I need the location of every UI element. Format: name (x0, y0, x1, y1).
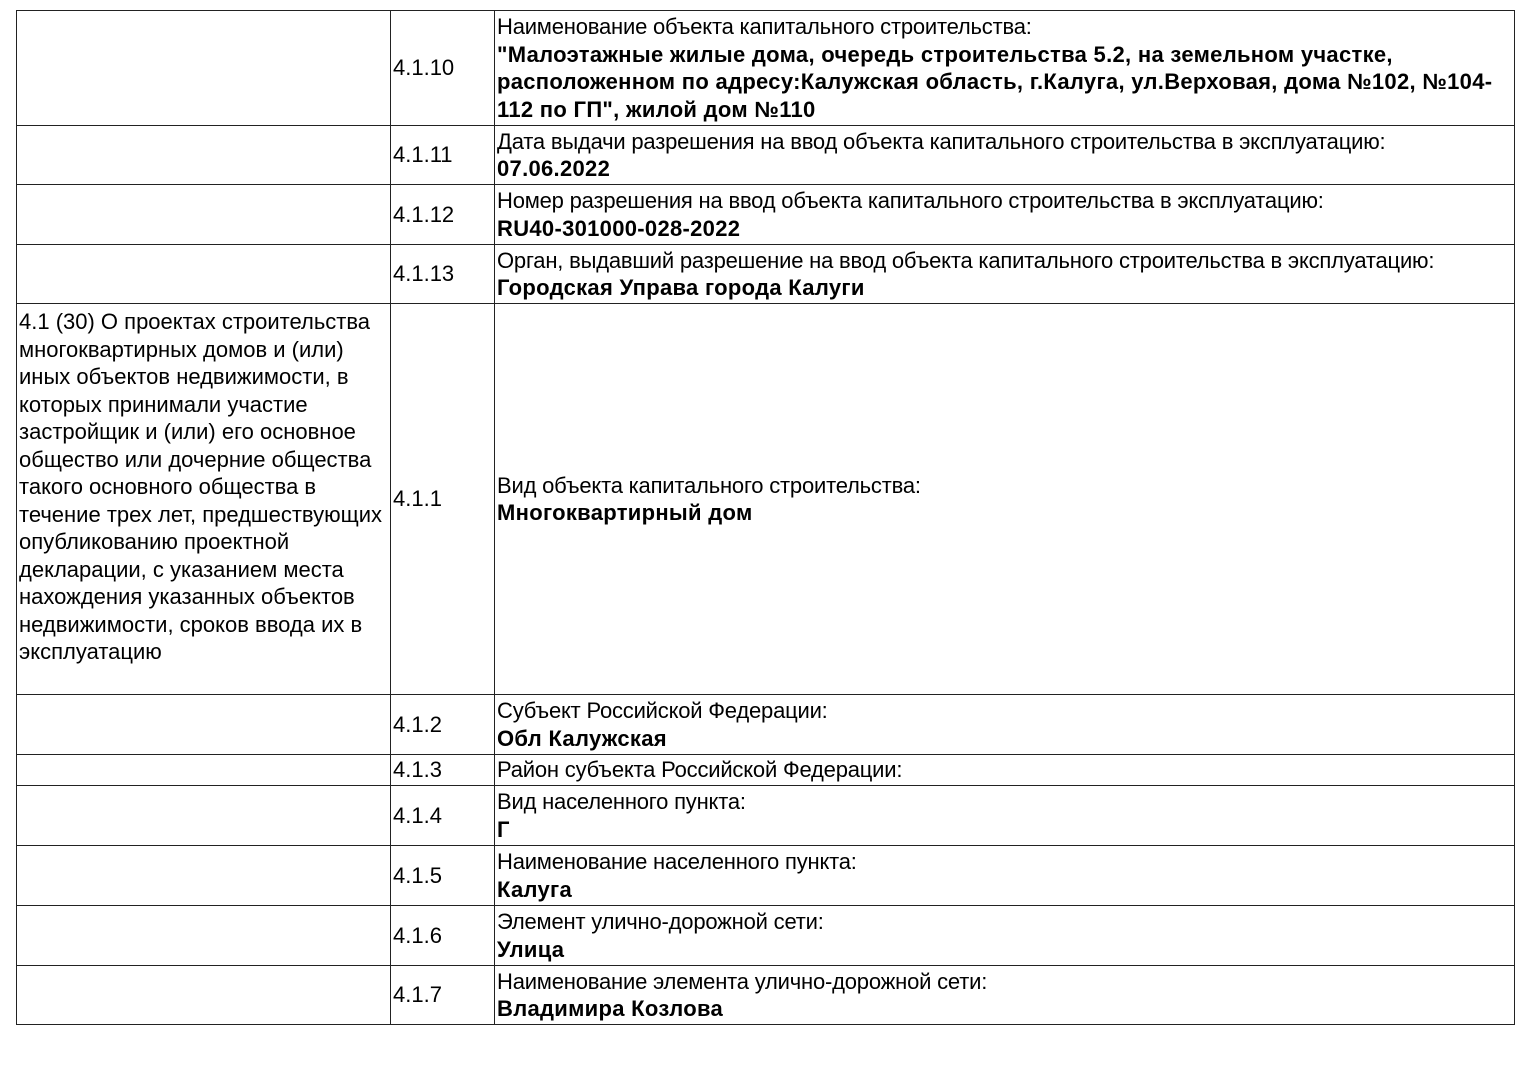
item-content (495, 185, 1515, 245)
item-content (495, 906, 1515, 966)
section-cell (17, 755, 391, 786)
item-label: Вид населенного пункта: (497, 789, 746, 814)
item-value: Владимира Козлова (497, 996, 724, 1021)
item-content (495, 126, 1515, 185)
item-label: Субъект Российской Федерации: (497, 698, 828, 723)
item-number: 4.1.3 (391, 755, 495, 786)
item-number: 4.1.13 (391, 245, 495, 304)
item-value: "Малоэтажные жилые дома, очередь строительства 5.2, на земельном участке, расположенном по адресу:Калужская область, г.Калуга, ул.Верховая, дома №102, №104-112 по ГП", жилой дом №110 (497, 41, 1493, 122)
item-value: Г (497, 816, 510, 842)
item-content (495, 11, 1515, 126)
item-number: 4.1.2 (391, 695, 495, 755)
table-row (17, 906, 1515, 966)
table-row (17, 245, 1515, 304)
item-label: Наименование элемента улично-дорожной сети: (497, 968, 988, 994)
item-label: Наименование населенного пункта: (497, 849, 857, 874)
table-row (17, 126, 1515, 185)
section-cell (17, 11, 391, 126)
table-row (17, 755, 1515, 786)
item-label: Наименование объекта капитального строительства: (497, 14, 1032, 39)
table-row (17, 185, 1515, 245)
item-number: 4.1.6 (391, 906, 495, 966)
item-number: 4.1.12 (391, 185, 495, 245)
item-number: 4.1.5 (391, 846, 495, 906)
item-number: 4.1.4 (391, 786, 495, 846)
table-row (17, 695, 1515, 755)
table-row (17, 846, 1515, 906)
item-value: Обл Калужская (497, 725, 667, 751)
section-cell (17, 245, 391, 304)
item-content (495, 966, 1515, 1025)
item-number: 4.1.10 (391, 11, 495, 126)
table-row (17, 966, 1515, 1025)
item-value: RU40-301000-028-2022 (497, 215, 741, 241)
item-value: Калуга (497, 876, 573, 902)
item-label: Орган, выдавший разрешение на ввод объекта капитального строительства в эксплуатацию: (497, 247, 1435, 273)
table-row (17, 786, 1515, 846)
section-cell (17, 786, 391, 846)
table-row (17, 304, 1515, 695)
item-content (495, 786, 1515, 846)
section-cell (17, 695, 391, 755)
item-content (495, 695, 1515, 755)
item-content (495, 304, 1515, 695)
item-value: Многоквартирный дом (497, 500, 753, 525)
item-number: 4.1.7 (391, 966, 495, 1025)
item-value: Улица (497, 936, 565, 962)
item-value: Городская Управа города Калуги (497, 275, 865, 300)
item-label: Номер разрешения на ввод объекта капитального строительства в эксплуатацию: (497, 188, 1324, 213)
item-label: Вид объекта капитального строительства: (497, 472, 921, 498)
declaration-table (16, 10, 1515, 1025)
item-value: 07.06.2022 (497, 156, 611, 181)
item-content (495, 755, 1515, 786)
section-cell (17, 906, 391, 966)
section-cell (17, 966, 391, 1025)
item-label: Дата выдачи разрешения на ввод объекта капитального строительства в эксплуатацию: (497, 128, 1386, 154)
item-content (495, 846, 1515, 906)
section-title: 4.1 (30) О проектах строительства многоквартирных домов и (или) иных объектов недвижимости, в которых принимали участие застройщик и (или) его основное общество или дочерние общества такого основного общества в течение трех лет, предшествующих опубликованию проектной декларации, с указанием места нахождения указанных объектов недвижимости, сроков ввода их в эксплуатацию (19, 309, 382, 664)
section-cell (17, 304, 391, 695)
section-cell (17, 846, 391, 906)
item-label: Район субъекта Российской Федерации: (497, 757, 903, 783)
item-number: 4.1.11 (391, 126, 495, 185)
item-content (495, 245, 1515, 304)
item-number: 4.1.1 (391, 304, 495, 695)
item-label: Элемент улично-дорожной сети: (497, 909, 824, 934)
section-cell (17, 126, 391, 185)
section-cell (17, 185, 391, 245)
table-row (17, 11, 1515, 126)
